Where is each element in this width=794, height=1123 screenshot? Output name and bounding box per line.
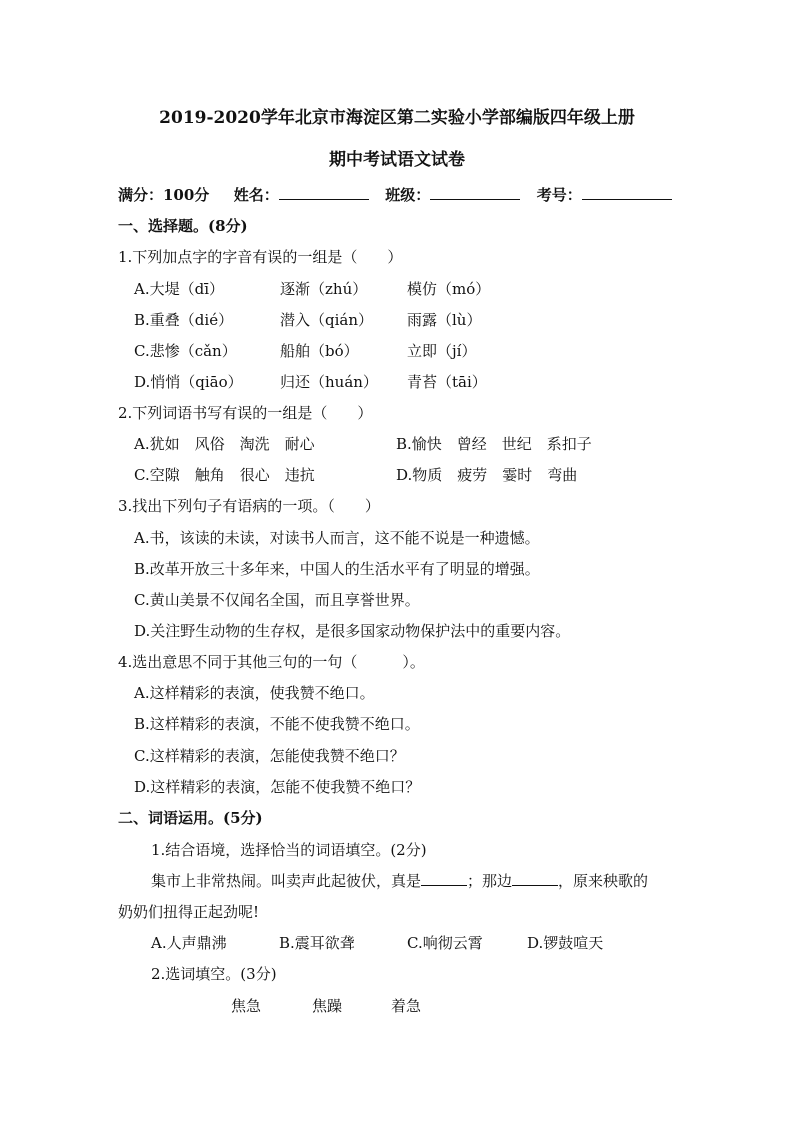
q1-option: 立即（jí） xyxy=(407,342,477,360)
passage-text-c: ，原来秧歌的 xyxy=(558,872,649,890)
s2-q1-passage xyxy=(151,871,648,891)
name-label: 姓名： xyxy=(233,186,279,204)
q1-option: A.大堤（dī） xyxy=(134,280,225,298)
exam-info-line xyxy=(118,185,672,205)
word-choice: 焦急 xyxy=(231,997,262,1015)
q2-option: B.愉快 曾经 世纪 系扣子 xyxy=(396,435,592,453)
q1-option: 模仿（mó） xyxy=(407,280,491,298)
q4-option: A.这样精彩的表演，使我赞不绝口。 xyxy=(134,684,375,702)
q1-option: 归还（huán） xyxy=(280,373,378,391)
q1-option: 雨露（lù） xyxy=(407,311,482,329)
exam-number-blank[interactable] xyxy=(582,185,672,200)
q1-option: 青苔（tāi） xyxy=(407,373,487,391)
fill-blank-1[interactable] xyxy=(421,871,467,886)
word-choice: 着急 xyxy=(391,997,422,1015)
fill-blank-2[interactable] xyxy=(512,871,558,886)
q3-option: D.关注野生动物的生存权，是很多国家动物保护法中的重要内容。 xyxy=(134,622,571,640)
section1-heading: 一、选择题。(8分) xyxy=(118,217,248,235)
passage-text-b: ；那边 xyxy=(467,872,513,890)
q3-option: A.书，该读的未读，对读书人而言，这不能不说是一种遗憾。 xyxy=(134,529,540,547)
s2-q1-option: A.人声鼎沸 xyxy=(151,934,227,952)
q1-option: B.重叠（dié） xyxy=(134,311,234,329)
q4-option: C.这样精彩的表演，怎能使我赞不绝口？ xyxy=(134,747,405,765)
q1-option: D.悄悄（qiāo） xyxy=(134,373,243,391)
q1-stem: 1.下列加点字的字音有误的一组是（ ） xyxy=(118,248,403,266)
q3-option: C.黄山美景不仅闻名全国，而且享誉世界。 xyxy=(134,591,420,609)
q2-option: D.物质 疲劳 霎时 弯曲 xyxy=(396,466,578,484)
s2-q1-option: C.响彻云霄 xyxy=(407,934,483,952)
class-blank[interactable] xyxy=(430,185,520,200)
exam-number-label: 考号： xyxy=(536,186,582,204)
q2-stem: 2.下列词语书写有误的一组是（ ） xyxy=(118,404,373,422)
passage-text-a: 集市上非常热闹。叫卖声此起彼伏，真是 xyxy=(151,872,422,890)
q1-option: 逐渐（zhú） xyxy=(280,280,368,298)
s2-q1-option: B.震耳欲聋 xyxy=(279,934,355,952)
q2-option: C.空隙 触角 很心 违抗 xyxy=(134,466,315,484)
s2-q2-stem: 2.选词填空。(3分) xyxy=(151,965,277,983)
s2-q1-option: D.锣鼓喧天 xyxy=(527,934,604,952)
section2-heading: 二、词语运用。(5分) xyxy=(118,809,263,827)
q4-stem: 4.选出意思不同于其他三句的一句（ ）。 xyxy=(118,653,425,671)
s2-q1-stem: 1.结合语境，选择恰当的词语填空。(2分) xyxy=(151,841,427,859)
exam-title-line2: 期中考试语文试卷 xyxy=(329,150,465,170)
q1-option: C.悲惨（cǎn） xyxy=(134,342,237,360)
q3-stem: 3.找出下列句子有语病的一项。（ ） xyxy=(118,497,380,515)
class-label: 班级： xyxy=(385,186,431,204)
q4-option: B.这样精彩的表演，不能不使我赞不绝口。 xyxy=(134,715,420,733)
name-blank[interactable] xyxy=(279,185,369,200)
word-choice: 焦躁 xyxy=(312,997,343,1015)
score-label: 满分：100分 xyxy=(118,186,210,204)
q1-option: 船舶（bó） xyxy=(280,342,359,360)
exam-title-line1: 2019-2020学年北京市海淀区第二实验小学部编版四年级上册 xyxy=(159,108,635,128)
q3-option: B.改革开放三十多年来，中国人的生活水平有了明显的增强。 xyxy=(134,560,540,578)
q2-option: A.犹如 风俗 淘洗 耐心 xyxy=(134,435,315,453)
q1-option: 潜入（qián） xyxy=(280,311,374,329)
s2-q1-passage-line2: 奶奶们扭得正起劲呢! xyxy=(118,903,260,921)
q4-option: D.这样精彩的表演，怎能不使我赞不绝口？ xyxy=(134,778,421,796)
